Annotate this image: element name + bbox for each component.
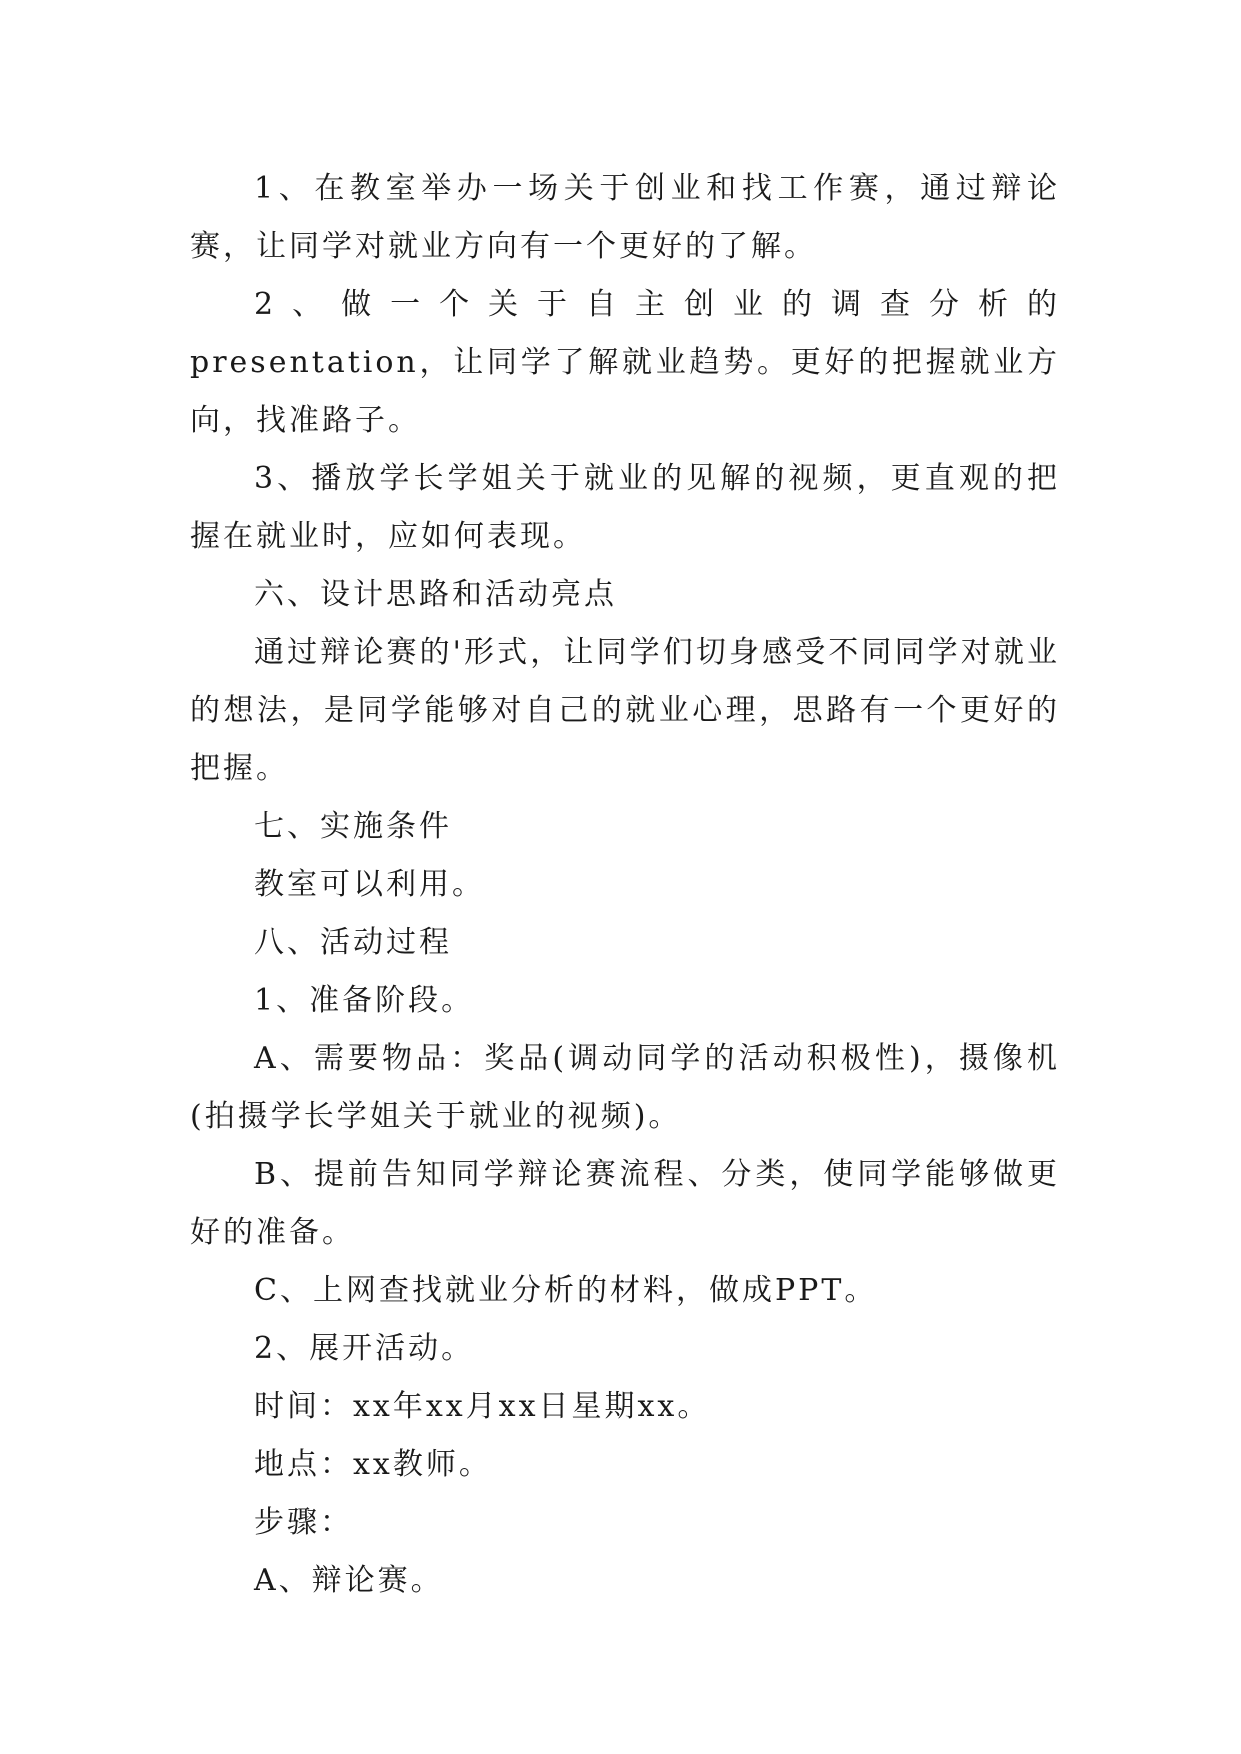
paragraph-prep-a: A、需要物品：奖品(调动同学的活动积极性)，摄像机(拍摄学长学姐关于就业的视频)。 xyxy=(190,1041,1060,1134)
paragraph-item-2: 2、做一个关于自主创业的调查分析的presentation，让同学了解就业趋势。更好的把握就业方向，找准路子。 xyxy=(190,287,1060,438)
section-heading-design: 六、设计思路和活动亮点 xyxy=(254,577,617,612)
section-heading-process: 八、活动过程 xyxy=(254,925,452,960)
paragraph-design-text: 通过辩论赛的'形式，让同学们切身感受不同同学对就业的想法，是同学能够对自己的就业心理，思路有一个更好的把握。 xyxy=(190,635,1060,786)
paragraph-prep-c: C、上网查找就业分析的材料，做成PPT。 xyxy=(254,1273,878,1308)
paragraph-prep-b: B、提前告知同学辩论赛流程、分类，使同学能够做更好的准备。 xyxy=(190,1157,1060,1250)
paragraph-item-3: 3、播放学长学姐关于就业的见解的视频，更直观的把握在就业时，应如何表现。 xyxy=(190,461,1060,554)
paragraph-steps: 步骤： xyxy=(254,1505,353,1540)
section-heading-conditions: 七、实施条件 xyxy=(254,809,452,844)
document-body xyxy=(190,160,1060,1610)
paragraph-location: 地点：xx教师。 xyxy=(254,1447,492,1482)
paragraph-time: 时间：xx年xx月xx日星期xx。 xyxy=(254,1389,711,1424)
subheading-activity: 2、展开活动。 xyxy=(254,1331,475,1366)
paragraph-item-1: 1、在教室举办一场关于创业和找工作赛，通过辩论赛，让同学对就业方向有一个更好的了解。 xyxy=(190,171,1060,264)
subheading-preparation: 1、准备阶段。 xyxy=(254,983,475,1018)
paragraph-step-a: A、辩论赛。 xyxy=(254,1563,444,1598)
paragraph-conditions-text: 教室可以利用。 xyxy=(254,867,485,902)
